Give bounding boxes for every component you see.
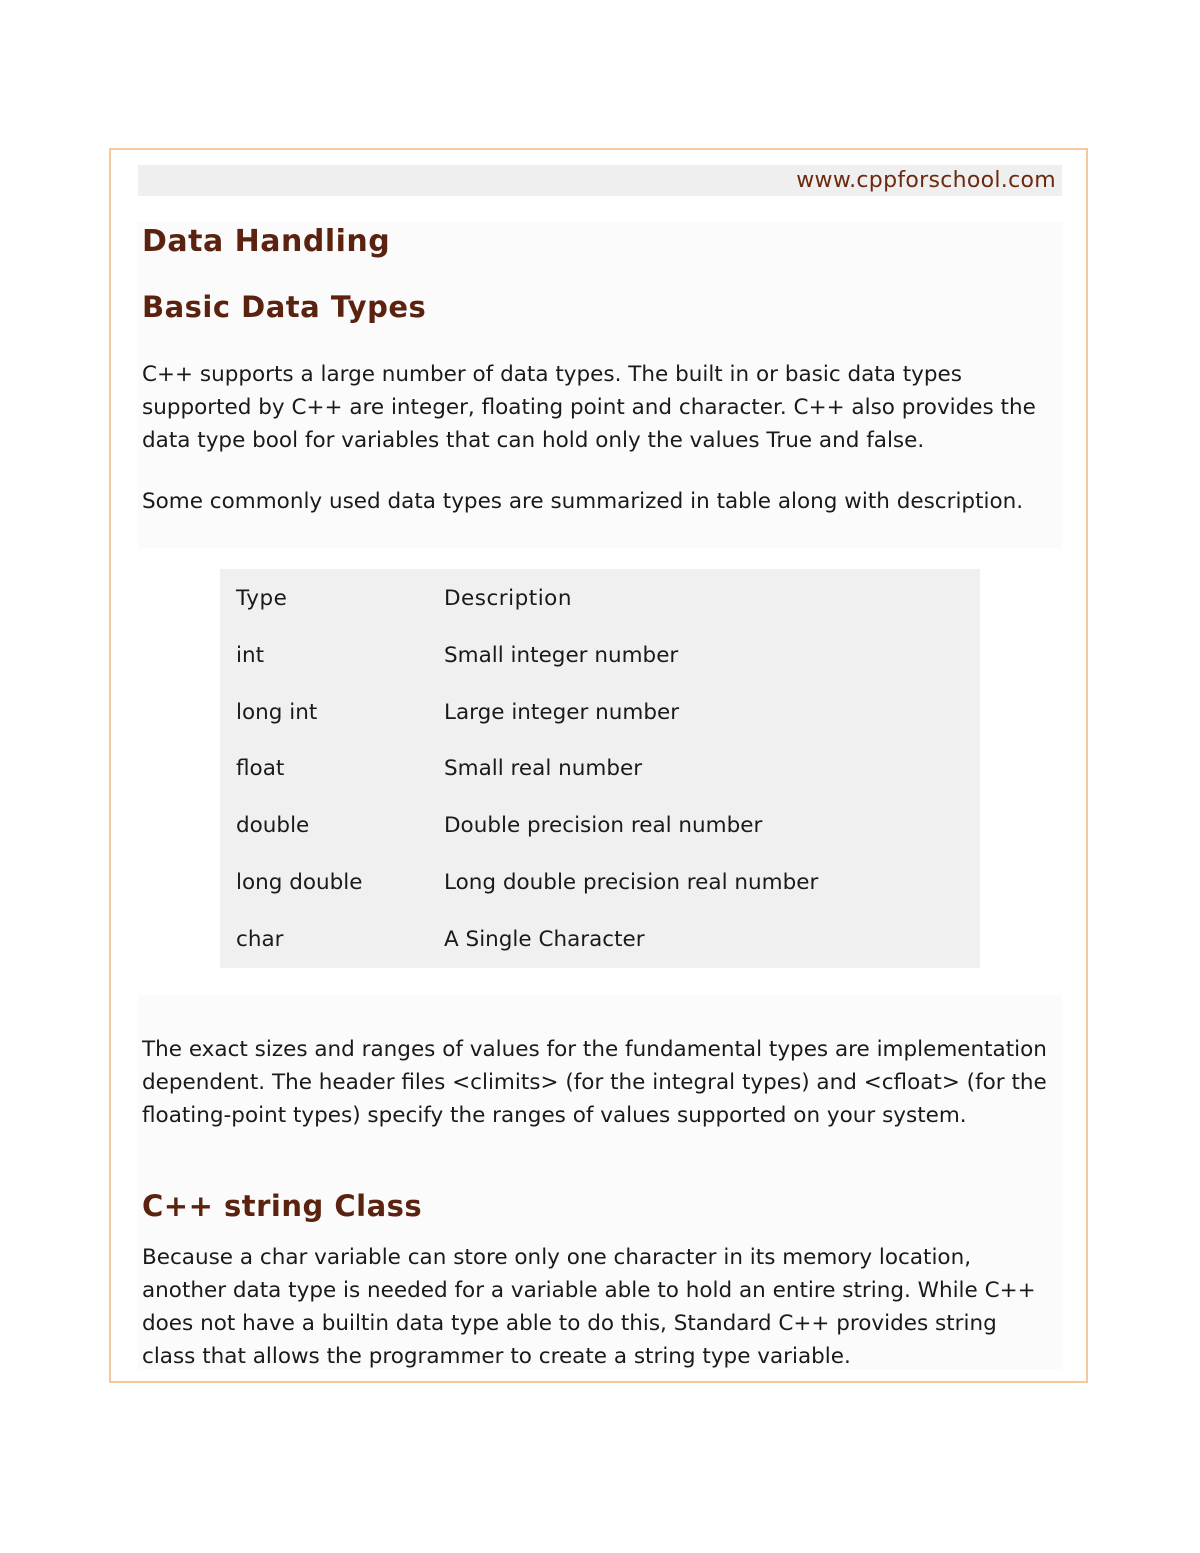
table-cell-type: long double <box>236 870 363 895</box>
table-cell-description: A Single Character <box>444 927 645 952</box>
table-row <box>220 863 980 903</box>
table-row <box>220 920 980 960</box>
table-cell-description: Small integer number <box>444 643 679 668</box>
table-cell-type: long int <box>236 700 318 725</box>
table-cell-description: Double precision real number <box>444 813 763 838</box>
table-header-type: Type <box>236 586 288 611</box>
table-row <box>220 636 980 676</box>
table-cell-type: int <box>236 643 265 668</box>
table-header-row <box>220 579 980 619</box>
table-cell-type: float <box>236 756 285 781</box>
data-types-table <box>220 569 980 968</box>
table-cell-description: Long double precision real number <box>444 870 819 895</box>
section-heading-string-class: C++ string Class <box>142 1189 423 1223</box>
table-cell-type: double <box>236 813 310 838</box>
table-row <box>220 693 980 733</box>
table-cell-description: Large integer number <box>444 700 680 725</box>
table-row <box>220 806 980 846</box>
site-header-bar <box>138 165 1062 196</box>
table-header-description: Description <box>444 586 572 611</box>
table-row <box>220 749 980 789</box>
section-heading-basic-data-types: Basic Data Types <box>142 290 427 324</box>
table-cell-description: Small real number <box>444 756 643 781</box>
page-title: Data Handling <box>142 224 391 259</box>
site-url-link[interactable]: www.cppforschool.com <box>796 168 1056 193</box>
implementation-paragraph: The exact sizes and ranges of values for the fundamental types are implementation dependent. The header files <climits> (for the integral types) and <cfloat> (for the floating-point types) specify the ranges of values supported on your system. <box>142 1037 1047 1128</box>
string-class-paragraph: Because a char variable can store only one character in its memory location, another data type is needed for a variable able to hold an entire string. While C++ does not have a builtin data type able to do this, Standard C++ provides string class that allows the programmer to create a string type variable. <box>142 1245 1036 1369</box>
table-intro-paragraph: Some commonly used data types are summarized in table along with description. <box>142 489 1024 514</box>
intro-paragraph: C++ supports a large number of data types. The built in or basic data types supported by C++ are integer, floating point and character. C++ also provides the data type bool for variables that can hold only the values True and false. <box>142 362 1036 453</box>
table-cell-type: char <box>236 927 284 952</box>
